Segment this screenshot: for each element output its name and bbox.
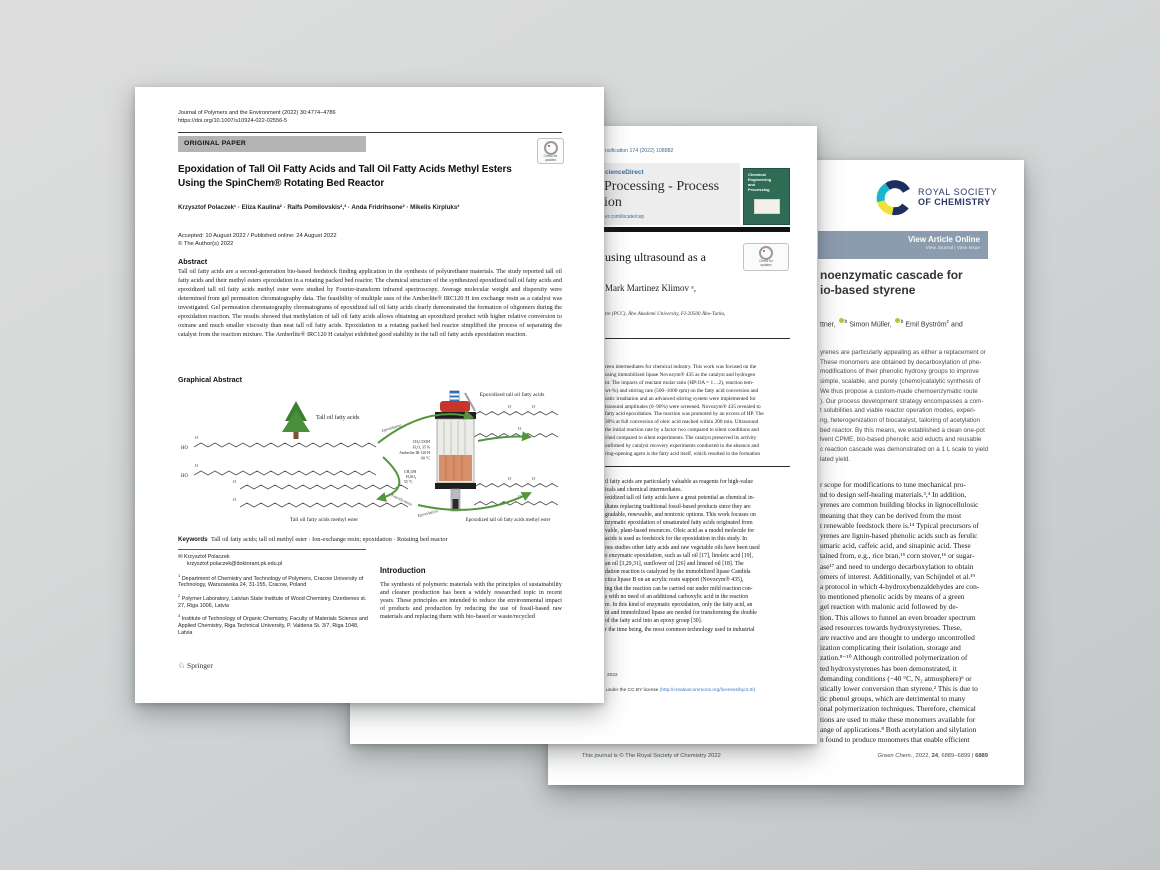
rsc-footer-copyright: This journal is © The Royal Society of Chemistry 2022 — [582, 753, 721, 759]
rsc-author: Emil Byström — [905, 321, 947, 329]
rsc-footer-year: , 2022, — [912, 753, 932, 759]
rsc-body-fragment — [820, 480, 1022, 745]
text-line: ased resources towards hydroxystyrenes. These, — [820, 622, 962, 632]
tall-oil-label: Tall oil fatty acids — [316, 415, 360, 421]
fatty-acid-chain — [194, 443, 376, 475]
keywords-label: Keywords — [178, 536, 208, 543]
product-bottom-label: Epoxidized tall oil fatty acids methyl ester — [465, 518, 551, 523]
text-line: to mentioned phenolic acids by means of a green — [820, 592, 965, 602]
abstract-bottom-rule — [605, 466, 790, 467]
o-group-label: O — [233, 497, 237, 502]
affiliation-item — [178, 593, 370, 609]
copyright-line: © The Author(s) 2022 — [178, 241, 234, 247]
text-line: diates replacing traditional fossil-based products since they are — [605, 503, 751, 510]
ester-label: Tall oil fatty acids methyl ester — [289, 517, 359, 523]
text-line: the initial reaction rate by a factor two compared to silent conditions and — [605, 427, 759, 434]
elsevier-citation-line: nsification 174 (2022) 108882 — [605, 148, 674, 154]
text-line: demanding conditions (−40 °C, N₂ atmosphere)⁶ or — [820, 673, 972, 683]
text-line: ched compared to silent experiments. The catalyst preserved its activity — [605, 435, 757, 442]
elsevier-license-line — [606, 688, 757, 693]
text-line: yrenes are particularly appealing as either a replacement or — [820, 349, 986, 356]
elsevier-homepage-link[interactable]: er.com/locate/cep — [605, 214, 645, 220]
rsc-logo-text-line2: OF CHEMISTRY — [918, 197, 991, 207]
affiliation-number: 2 — [178, 592, 181, 598]
correspondence-email[interactable]: krzysztof.polaczek@doktorant.pk.edu.pl — [187, 560, 283, 567]
view-journal-view-issue-label[interactable]: View Journal | View Issue — [925, 246, 980, 251]
sciencedirect-logo-text[interactable]: cienceDirect — [605, 169, 644, 176]
graphical-abstract-figure — [178, 385, 562, 529]
rsc-author-fragment: ttner, — [820, 321, 836, 329]
reactor-conditions — [399, 440, 431, 461]
title-line1: Epoxidation of Tall Oil Fatty Acids and Tall Oil Fatty Acids Methyl Esters — [178, 164, 512, 175]
text-line: icals and chemical intermediates. — [605, 487, 682, 494]
text-line: t solubilities and viable reactor operation modes, experi- — [820, 407, 976, 415]
rsc-logo-icon — [876, 180, 912, 216]
elsevier-journal-title-line1: Processing - Process — [604, 179, 720, 194]
rsc-authors-line — [820, 318, 1024, 328]
affiliation-item — [178, 613, 370, 636]
keywords-line — [178, 536, 568, 543]
cover-text-line: Processing — [748, 187, 770, 192]
pine-tree-icon — [282, 401, 310, 439]
ho-group-label: HO — [181, 474, 188, 479]
affiliation-text: Institute of Technology of Organic Chemistry, Faculty of Materials Science and Applied Chemistry, Riga Technical University, P. Valdena St. 3/7, Riga 1048, Latvia — [178, 616, 368, 636]
introduction-paragraph: The synthesis of polymeric materials with the principles of sustainability and cleaner production has been a widely researched topic in recent years. These principles are intended to reduce the environmental impact of products and production by reducing the use of fossil-based raw materials and replacing them with bio-based or waste/recycled — [380, 581, 562, 620]
condition-line: CH₃COOH — [412, 440, 430, 444]
text-line: a protocol in which 4-hydroxybenzaldehydes are con- — [820, 582, 980, 592]
condition-line: 55 °C — [404, 480, 413, 484]
rsc-title-line1: noenzymatic cascade for — [820, 268, 963, 282]
cover-inset-image — [754, 199, 780, 214]
text-line: of the fatty acid into an epoxy group [30]. — [605, 618, 703, 625]
affiliation-text: Department of Chemistry and Technology of Polymers, Cracow University of Technology, Warszawska 24, 31-155, Cracow, Poland — [178, 575, 364, 589]
text-line: ase¹⁷ and need to undergo decarboxylation to obtain — [820, 561, 974, 571]
text-line: wt-%) and stirring rate (500–1000 rpm) on the fatty acid conversion and — [605, 387, 759, 394]
text-line: nt. The impacts of reactant molar ratio (HP:OA = 1…2), reaction tem- — [605, 379, 754, 386]
text-line: tion. This allows to funnel an even broader spectrum — [820, 612, 976, 622]
text-line: umaric acid, caffeic acid, and sinapinic acid. These — [820, 541, 971, 551]
view-article-online-label[interactable]: View Article Online — [907, 235, 980, 244]
original-paper-label: ORIGINAL PAPER — [178, 136, 366, 152]
rsc-logo-text-line1: ROYAL SOCIETY — [918, 187, 998, 197]
methyl-ester-chain — [240, 485, 408, 507]
cover-text-line: Engineering — [748, 177, 772, 182]
footnote-column — [178, 554, 370, 637]
abstract-paragraph: Tall oil fatty acids are a second-generation bio-based feedstock finding application in the synthesis of polyurethane materials. The study reported tall oil fatty acids and their methyl esters epoxidation in a rotating packed bed reactor. The chemical structure of the synthesized epoxidized tall oil fatty acids and epoxidized tall oil fatty acids methyl ester were studied by Fourier-transform infrared spectroscopy. Average molecular weight and dispersity were determined from gel permeation chromatography data. The feasibility of multiple uses of the Amberlite® IRC120 H ion exchange resin as a catalyst was investigated. Gel permeation chromatography chromatograms of epoxidized tall oil fatty acids clearly demonstrated the formation of oligomers during the epoxidation reaction. The results showed that methylation of tall oil fatty acids allows obtaining an epoxidized product with higher relative conversion to oxirane and much smaller viscosity than neat tall oil fatty acids. Epoxidation in a rotating packed bed reactor simplified the process of separating the catalyst from the reaction mixture. The Amberlite® IRC120 H catalyst exhibited good stability in the tall oil fatty acids epoxidation reaction. — [178, 268, 562, 339]
text-line: ous studies other fatty acids and raw vegetable oils have been used — [605, 544, 760, 551]
rsc-logo — [876, 180, 1016, 218]
text-line: ing that the reaction can be carried out under mild reaction con- — [605, 585, 753, 592]
esterification-arrow — [378, 457, 399, 499]
text-line: yrenes are lignin-based phenolic acids such as ferulic — [820, 531, 978, 541]
text-line: stically lower conversion than styrene.² This is due to — [820, 684, 978, 694]
license-link[interactable]: (http://creativecommons.org/licenses/by/4.0/). — [659, 688, 757, 693]
product-top-label: Epoxidized tall oil fatty acids — [479, 392, 545, 398]
springer-doi-link[interactable]: https://doi.org/10.1007/s10924-022-02556-5 — [178, 118, 288, 124]
rsc-title-line2: io-based styrene — [820, 283, 916, 297]
epoxidation-arrow-bottom — [418, 493, 530, 510]
text-line: nt and immobilized lipase are needed for transforming the double — [605, 610, 757, 617]
text-line: an oil [3,29,31], sunflower oil [26] and linseed oil [18]. The — [605, 561, 744, 568]
affiliation-superscript: c — [946, 319, 950, 325]
affiliation-number: 3 — [178, 613, 181, 619]
rsc-footer-citation — [808, 753, 988, 759]
text-line: gradable, renewable, and nontoxic options. This work focuses on — [605, 511, 756, 518]
abstract-heading: Abstract — [178, 257, 208, 266]
text-line: zation.⁸⁻¹⁰ Although controlled polymerization of — [820, 653, 968, 663]
correspondence-name: Krzysztof Polaczek — [184, 554, 230, 560]
rsc-footer-volume: 24 — [931, 753, 939, 759]
text-line: gel reaction with malonic acid followed by de- — [820, 602, 959, 612]
graphical-abstract-heading: Graphical Abstract — [178, 375, 243, 384]
text-line: dation reaction is catalyzed by the immobilized lipase Candida — [605, 569, 751, 576]
elsevier-journal-title — [604, 179, 719, 211]
text-line: are reactive and are thought to undergo uncontrolled — [820, 633, 975, 643]
epoxidation-top-label: Epoxidation — [380, 422, 402, 433]
text-line: ted hydroxystyrenes has been demonstrated, it — [820, 663, 957, 673]
elsevier-journal-title-line2: ion — [604, 195, 622, 210]
text-line: using immobilized lipase Novozym® 435 as the catalyst and hydrogen — [605, 371, 756, 378]
orcid-icon[interactable] — [839, 318, 844, 323]
text-line: tained from, e.g., rice bran,¹⁵ corn stover,¹⁶ or sugar- — [820, 551, 975, 561]
text-line: ). Our process development strategy encompasses a com- — [820, 397, 984, 405]
text-line: omers of interest. Additionally, van Schijndel et al.¹⁹ — [820, 571, 975, 581]
text-line: ustic irradiation and an advanced stirring system were implemented for — [605, 395, 756, 402]
text-line: vable, plant-based resources. Oleic acid as a model molecule for — [605, 528, 755, 535]
springer-paper-page — [135, 87, 604, 703]
epoxide-o-label: O — [532, 476, 536, 481]
rsc-footer-journal: Green Chem. — [877, 753, 913, 759]
springer-article-title — [178, 163, 568, 191]
title-line2: Using the SpinChem® Rotating Bed Reactor — [178, 178, 385, 189]
text-line: tions are used to make these monomers available for — [820, 714, 976, 724]
text-line: ange of applications.⁸ Both acetylation and silylation — [820, 724, 977, 734]
o-group-label: O — [195, 463, 199, 468]
text-line: tic phenol groups, which are detrimental to many — [820, 694, 966, 704]
text-line: bed reactor. By this means, we established a clean one-pot — [820, 426, 985, 434]
text-line: meaning that they can be derived from the most — [820, 510, 962, 520]
correspondence-block — [178, 554, 370, 568]
elsevier-author-line: Mark Martinez Klimov ᵃ, — [605, 283, 696, 293]
check-for-updates-badge[interactable] — [743, 243, 789, 271]
abstract-top-rule — [605, 338, 790, 339]
springer-publisher-logo — [178, 661, 213, 670]
text-line: ring-opening agent is the fatty acid itself, which resulted in the formation — [605, 450, 761, 457]
springer-authors-line: Krzysztof Polaczek¹ · Eliza Kaulina² · Ralfs Pomilovskis²,³ · Anda Fridrihsone² · Mikelis Kirpluks² — [178, 204, 460, 211]
elsevier-affiliation-line: tre (PCC), Åbo Akademi University, FI-20500 Åbo-Turku, — [605, 311, 726, 317]
rsc-article-title — [820, 268, 1024, 298]
epoxidation-bottom-label: Epoxidation — [417, 508, 439, 518]
text-line: ctica lipase B on an acrylic resin support (Novozym® 435), — [605, 577, 744, 584]
affiliation-text: Polymer Laboratory, Latvian State Institute of Wood Chemistry, Dzerbenes st. 27, Riga 1006, Latvia — [178, 595, 367, 609]
text-line: trasound amplitudes (0–90%) were screened. Novozym® 435 revealed to — [605, 403, 761, 410]
epoxide-o-label: O — [518, 494, 522, 499]
o-group-label: O — [233, 479, 237, 484]
text-line: t renewable feedstock there is.¹⁴ Typical precursors of — [820, 520, 979, 530]
text-line: reen intermediates for chemical industry. This work was focused on the — [605, 364, 757, 370]
condition-line: 60 °C — [421, 456, 430, 461]
condition-line: Amberlite IR-120 H — [399, 451, 430, 455]
check-updates-icon — [544, 141, 558, 155]
epoxide-o-label: O — [532, 404, 536, 409]
text-line: lated yield. — [820, 455, 851, 463]
text-line: fatty acid epoxidation. The reaction was promoted by an excess of HP. The — [605, 411, 764, 418]
text-line: yrenes are common building blocks in lignocellulosic — [820, 500, 979, 510]
rsc-footer-pages: , 6889–6899 | — [938, 753, 976, 759]
epoxidized-chain — [474, 412, 558, 438]
text-line: ization complicating their isolation, storage and — [820, 643, 961, 653]
condition-line: CH₃OH — [404, 470, 417, 474]
rsc-authors-and: and — [951, 321, 963, 329]
introduction-heading: Introduction — [380, 566, 426, 575]
check-updates-label: Check for updates — [543, 154, 558, 162]
ester-conditions — [404, 470, 417, 484]
text-line: ng, heterogenization of biocatalyst, tailoring of acetylation — [820, 416, 980, 424]
cover-text-line: and — [748, 182, 756, 187]
cover-text-line: Chemical — [748, 172, 766, 177]
rsc-author: Simon Müller, — [849, 321, 892, 329]
affiliation-superscript: b — [900, 319, 904, 325]
text-line: r the time being, the most common technology used in industrial — [605, 626, 755, 633]
text-line: modifications of their phenolic hydroxy groups to improve — [820, 368, 979, 376]
envelope-icon: ✉ — [178, 554, 183, 560]
elsevier-abstract-fragment — [605, 364, 790, 459]
o-group-label: O — [195, 435, 199, 440]
text-line: e enzymatic epoxidation, such as tall oil [17], linoleic acid [19], — [605, 552, 753, 559]
text-line: il fatty acids are particularly valuable as reagents for high-value — [605, 479, 753, 485]
text-line: These monomers are obtained by decarboxylation of phe- — [820, 358, 982, 366]
text-line: n found to produce monomers that enable efficient — [820, 735, 970, 745]
text-line: onfirmed by catalyst recovery experiments conducted in the absence and — [605, 443, 759, 450]
epoxidized-ester-chain — [474, 484, 558, 506]
keywords-text: Tall oil fatty acids; tall oil methyl ester · Ion-exchange resin; epoxidation · Rotating bed reactor — [211, 536, 448, 543]
text-line: We thus propose a custom-made chemoenzymatic route — [820, 387, 978, 395]
affiliation-superscript: b — [844, 319, 848, 325]
elsevier-body-fragment — [605, 478, 790, 634]
spinchem-reactor-illustration — [435, 391, 476, 511]
check-updates-label: Check for updates — [759, 259, 773, 267]
condition-line: H₂SO₄ — [406, 475, 417, 479]
view-article-online-banner[interactable] — [818, 231, 988, 259]
text-line: c reaction cascade was demonstrated on a 1 L scale to yield — [820, 446, 989, 454]
text-line: nzymatic epoxidation of unsaturated fatty acids originated from — [605, 520, 753, 527]
text-line: r scope for modifications to tune mechanical pro- — [820, 480, 966, 489]
rsc-footer-page-number: 6889 — [975, 753, 988, 759]
elsevier-footer-year: 2022 — [607, 673, 618, 678]
text-line: acids is used as feedstock for the epoxidation in this study. In — [605, 536, 747, 543]
rsc-abstract-fragment — [820, 348, 1022, 464]
check-for-updates-badge[interactable] — [537, 138, 564, 164]
header-rule — [178, 132, 562, 133]
epoxide-o-label: O — [508, 404, 512, 409]
elsevier-article-title: using ultrasound as a — [605, 250, 706, 264]
affiliation-number: 1 — [178, 572, 181, 578]
text-line: lvent CPME, bio-based phenolic acid educts and reusable — [820, 436, 982, 444]
footnote-rule — [178, 549, 366, 550]
text-line: oxidized tall oil fatty acids have a great potential as chemical in- — [605, 495, 755, 502]
springer-journal-line: Journal of Polymers and the Environment (2022) 30:4774–4786 — [178, 110, 336, 116]
text-line: re. In this kind of enzymatic epoxidation, only the fatty acid, an — [605, 602, 753, 609]
ho-group-label: HO — [181, 446, 188, 451]
accepted-published-line: Accepted: 10 August 2022 / Published online: 24 August 2022 — [178, 233, 337, 239]
text-line: s with no need of an additional carboxylic acid in the reaction — [605, 593, 749, 600]
esterification-label: Esterification — [390, 492, 414, 507]
journal-cover-thumbnail — [743, 168, 790, 225]
condition-line: H₂O₂ 35 % — [413, 445, 430, 450]
springer-horse-icon: ♘ — [178, 661, 186, 670]
epoxide-o-label: O — [518, 426, 522, 431]
orcid-icon[interactable] — [895, 318, 900, 323]
text-line: onal polymerization techniques. Therefore, chemical — [820, 704, 976, 714]
affiliation-item — [178, 573, 370, 589]
text-line: nd to design self-healing materials.³,⁴ In addition, — [820, 490, 967, 500]
text-line: 30% at full conversion of oleic acid reached within 200 min. Ultrasound — [605, 419, 759, 426]
license-text: under the CC BY license — [606, 688, 660, 693]
check-updates-icon — [759, 246, 773, 260]
springer-logo-text: Springer — [187, 661, 213, 670]
text-line: simple, scalable, and purely (chemo)catalytic synthesis of — [820, 378, 981, 386]
epoxide-o-label: O — [508, 476, 512, 481]
